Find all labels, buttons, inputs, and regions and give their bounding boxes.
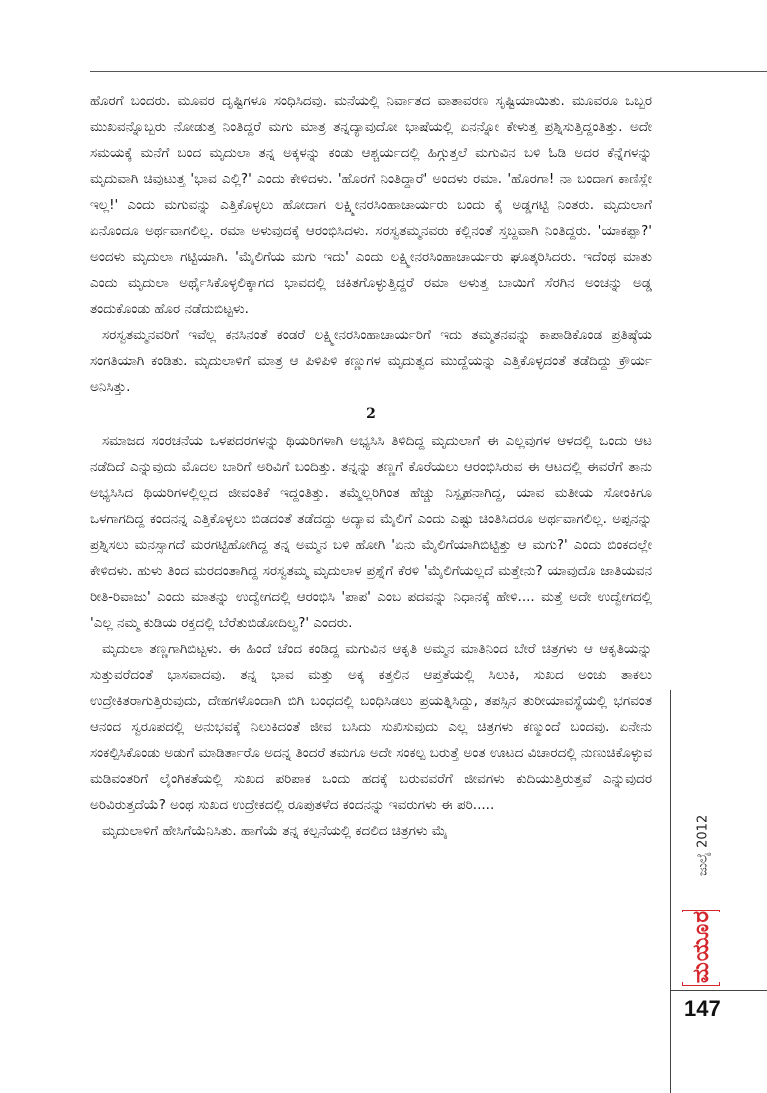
article-paragraph: ಮೃದುಲಾ ತಣ್ಣಗಾಗಿಬಿಟ್ಟಳು. ಈ ಹಿಂದೆ ಚೆಂದ ಕಂಡಿದ್ದ ಮಗುವಿನ ಆಕೃತಿ ಅಮ್ಮನ ಮಾತಿನಿಂದ ಬೇರೆ ಚಿತ್ರಗಳು ಆ ಆಕೃತಿಯನ್ನು ಸುತ್ತುವರೆದಂತೆ ಭಾಸವಾದವು. ತನ್ನ ಭಾವ ಮತ್ತು ಅಕ್ಕ ಕತ್ತಲಿನ ಆಪ್ತತೆಯಲ್ಲಿ ಸಿಲುಕಿ, ಸುಖದ ಅಂಚು ತಾಕಲು ಉದ್ರೇಕಿತರಾಗುತ್ತಿರುವುದು, ದೇಹಗಳೊಂದಾಗಿ ಬಿಗಿ ಬಂಧದಲ್ಲಿ ಬಂಧಿಸಿಡಲು ಪ್ರಯತ್ನಿಸಿದ್ದು, ತಪಸ್ಸಿನ ತುರೀಯಾವಸ್ಥೆಯಲ್ಲಿ ಭಗವಂತ ಆನಂದ ಸ್ವರೂಪದಲ್ಲಿ ಅನುಭವಕ್ಕೆ ನಿಲುಕಿದಂತೆ ಜೀವ ಬಸಿದು ಸುಖಿಸುವುದು ಎಲ್ಲ ಚಿತ್ರಗಳು ಕಣ್ಮುಂದೆ ಬಂದವು. ಏನೇನು ಸಂಕಲ್ಪಿಸಿಕೊಂಡು ಅಡುಗೆ ಮಾಡಿರ್ತಾರೊ ಅದನ್ನ ತಿಂದರೆ ತಮಗೂ ಅದೇ ಸಂಕಲ್ಪ ಬರುತ್ತೆ ಅಂತ ಊಟದ ವಿಚಾರದಲ್ಲಿ ನುಣುಚಿಕೊಳ್ಳುವ ಮಡಿವಂತರಿಗೆ ಲೈಂಗಿಕತೆಯಲ್ಲಿ ಸುಖದ ಪರಿಪಾಕ ಒಂದು ಹದಕ್ಕೆ ಬರುವವರೆಗೆ ಜೀವಗಳು ಕುದಿಯುತ್ತಿರುತ್ತವೆ ಎನ್ನುವುದರ ಅರಿವಿರುತ್ತದೆಯೆ? ಅಂಥ ಸುಖದ ಉದ್ರೇಕದಲ್ಲಿ ರೂಪುತಳೆದ ಕಂದನನ್ನು ಇವರುಗಳು ಈ ಪರಿ..... xyxy=(90,641,652,813)
page-number-rule xyxy=(670,990,767,991)
header-rule xyxy=(90,71,767,72)
issue-date: ಜುಲೈ 2012 xyxy=(695,814,711,876)
article-paragraph: ಸಮಾಜದ ಸಂರಚನೆಯ ಒಳಪದರಗಳನ್ನು ಥಿಯರಿಗಳಾಗಿ ಅಭ್ಯಸಿಸಿ ತಿಳಿದಿದ್ದ ಮೃದುಲಾಗೆ ಈ ಎಲ್ಲವುಗಳ ಆಳದಲ್ಲಿ ಒಂದು ಆಟ ನಡೆದಿದೆ ಎನ್ನುವುದು ಮೊದಲ ಬಾರಿಗೆ ಅರಿವಿಗೆ ಬಂದಿತ್ತು. ತನ್ನನ್ನು ತಣ್ಣಗೆ ಕೊರೆಯಲು ಆರಂಭಿಸಿರುವ ಈ ಆಟದಲ್ಲಿ ಈವರೆಗೆ ತಾನು ಅಭ್ಯಸಿಸಿದ ಥಿಯರಿಗಳಲ್ಲಿಲ್ಲದ ಜೀವಂತಿಕೆ ಇದ್ದಂತಿತ್ತು. ತಮ್ಮೆಲ್ಲರಿಗಿಂತ ಹೆಚ್ಚು ನಿಸ್ಪೃಹನಾಗಿದ್ದ, ಯಾವ ಮತೀಯ ಸೋಂಕಿಗೂ ಒಳಗಾಗದಿದ್ದ ಕಂದನನ್ನ ಎತ್ತಿಕೊಳ್ಳಲು ಬಿಡದಂತೆ ತಡೆದದ್ದು ಅದ್ಯಾವ ಮೈಲಿಗೆ ಎಂದು ಎಷ್ಟು ಚಿಂತಿಸಿದರೂ ಅರ್ಥವಾಗಲಿಲ್ಲ. ಅಪ್ಪನನ್ನು ಪ್ರಶ್ನಿಸಲು ಮನಸ್ಸಾಗದೆ ಮರಗಟ್ಟಿಹೋಗಿದ್ದ ತನ್ನ ಅಮ್ಮನ ಬಳಿ ಹೋಗಿ 'ಏನು ಮೈಲಿಗೆಯಾಗಿಬಿಟ್ಟಿತ್ತು ಆ ಮಗು?' ಎಂದು ಬಿಂಕದಲ್ಲೇ ಕೇಳಿದಳು. ಹುಳು ತಿಂದ ಮರದಂತಾಗಿದ್ದ ಸರಸ್ವತಮ್ಮ ಮೃದುಲಾಳ ಪ್ರಶ್ನೆಗೆ ಕೆರಳಿ 'ಮೈಲಿಗೆಯಲ್ಲದೆ ಮತ್ತೇನು? ಯಾವುದೊ ಜಾತಿಯವನ ರೀತಿ-ರಿವಾಜು' ಎಂದು ಮಾತನ್ನು ಉದ್ವೇಗದಲ್ಲಿ ಆರಂಭಿಸಿ 'ಪಾಪ' ಎಂಬ ಪದವನ್ನು ನಿಧಾನಕ್ಕೆ ಹೇಳಿ.... ಮತ್ತೆ ಅದೇ ಉದ್ವೇಗದಲ್ಲಿ 'ಎಲ್ಲ ನಮ್ಮ ಕುಡಿಯ ರಕ್ತದಲ್ಲಿ ಬೆರೆತುಬಿಡೋದಿಲ್ವ?' ಎಂದರು. xyxy=(90,433,652,631)
magazine-logo-text: ಮಯೂರ xyxy=(688,910,714,984)
article-paragraph: ಸರಸ್ವತಮ್ಮನವರಿಗೆ ಇವೆಲ್ಲ ಕನಸಿನಂತೆ ಕಂಡರೆ ಲಕ್ಷ್ಮೀನರಸಿಂಹಾಚಾರ್ಯರಿಗೆ ಇದು ತಮ್ಮತನವನ್ನು ಕಾಪಾಡಿಕೊಂಡ ಪ್ರತಿಷ್ಠೆಯ ಸಂಗತಿಯಾಗಿ ಕಂಡಿತು. ಮೃದುಲಾಳಿಗೆ ಮಾತ್ರ ಆ ಪಿಳಿಪಿಳಿ ಕಣ್ಣುಗಳ ಮೃದುತ್ವದ ಮುದ್ದೆಯನ್ನು ಎತ್ತಿಕೊಳ್ಳದಂತೆ ತಡೆದಿದ್ದು ಕ್ರೌರ್ಯ ಅನಿಸಿತ್ತು. xyxy=(90,327,652,395)
magazine-logo xyxy=(681,912,721,982)
sidebar-divider xyxy=(670,690,671,1093)
article-body xyxy=(90,88,652,844)
article-paragraph: ಹೊರಗೆ ಬಂದರು. ಮೂವರ ದೃಷ್ಟಿಗಳೂ ಸಂಧಿಸಿದವು. ಮನೆಯಲ್ಲಿ ನಿರ್ವಾತದ ವಾತಾವರಣ ಸೃಷ್ಟಿಯಾಯಿತು. ಮೂವರೂ ಒಬ್ಬರ ಮುಖವನ್ನೊಬ್ಬರು ನೋಡುತ್ತ ನಿಂತಿದ್ದರೆ ಮಗು ಮಾತ್ರ ತನ್ನದ್ಯಾವುದೋ ಭಾಷೆಯಲ್ಲಿ ಏನನ್ನೋ ಕೇಳುತ್ತ ಪ್ರಶ್ನಿಸುತ್ತಿದ್ದಂತಿತ್ತು. ಅದೇ ಸಮಯಕ್ಕೆ ಮನೆಗೆ ಬಂದ ಮೃದುಲಾ ತನ್ನ ಅಕ್ಕಳನ್ನು ಕಂಡು ಆಶ್ಚರ್ಯದಲ್ಲಿ ಹಿಗ್ಗುತ್ತಲೆ ಮಗುವಿನ ಬಳಿ ಓಡಿ ಅದರ ಕೆನ್ನೆಗಳನ್ನು ಮೃದುವಾಗಿ ಚಿವುಟುತ್ತ 'ಭಾವ ಎಲ್ಲಿ?' ಎಂದು ಕೇಳಿದಳು. 'ಹೊರಗೆ ನಿಂತಿದ್ದಾರೆ' ಅಂದಳು ರಮಾ. 'ಹೊರಗಾ! ನಾ ಬಂದಾಗ ಕಾಣಿಸ್ಲೇ ಇಲ್ಲ!' ಎಂದು ಮಗುವನ್ನು ಎತ್ತಿಕೊಳ್ಳಲು ಹೋದಾಗ ಲಕ್ಷ್ಮೀನರಸಿಂಹಾಚಾರ್ಯರು ಬಂದು ಕೈ ಅಡ್ಡಗಟ್ಟಿ ನಿಂತರು. ಮೃದುಲಾಗೆ ಏನೊಂದೂ ಅರ್ಥವಾಗಲಿಲ್ಲ. ರಮಾ ಅಳುವುದಕ್ಕೆ ಆರಂಭಿಸಿದಳು. ಸರಸ್ವತಮ್ಮನವರು ಕಲ್ಲಿನಂತೆ ಸ್ತಬ್ದವಾಗಿ ನಿಂತಿದ್ದರು. 'ಯಾಕಪ್ಪಾ?' ಅಂದಳು ಮೃದುಲಾ ಗಟ್ಟಿಯಾಗಿ. 'ಮೈಲಿಗೆಯ ಮಗು ಇದು' ಎಂದು ಲಕ್ಷ್ಮೀನರಸಿಂಹಾಚಾರ್ಯರು ಘೂತ್ಕರಿಸಿದರು. ಇದೆಂಥ ಮಾತು ಎಂದು ಮೃದುಲಾ ಅರ್ಥೈಸಿಕೊಳ್ಳಲಿಕ್ಕಾಗದ ಭಾವದಲ್ಲಿ ಚಕಿತಗೊಳ್ಳುತ್ತಿದ್ದರೆ ರಮಾ ಅಳುತ್ತ ಬಾಯಿಗೆ ಸೆರಗಿನ ಅಂಚನ್ನು ಅಡ್ಡ ತಂದುಕೊಂಡು ಹೊರ ನಡೆದುಬಿಟ್ಟಳು. xyxy=(90,93,652,317)
article-paragraph: ಮೃದುಲಾಳಿಗೆ ಹೇಸಿಗೆಯೆನಿಸಿತು. ಹಾಗೆಯೆ ತನ್ನ ಕಲ್ಪನೆಯಲ್ಲಿ ಕದಲಿದ ಚಿತ್ರಗಳು ಮೈ xyxy=(102,823,448,839)
page-number: 147 xyxy=(684,996,721,1021)
section-number: 2 xyxy=(366,406,376,422)
